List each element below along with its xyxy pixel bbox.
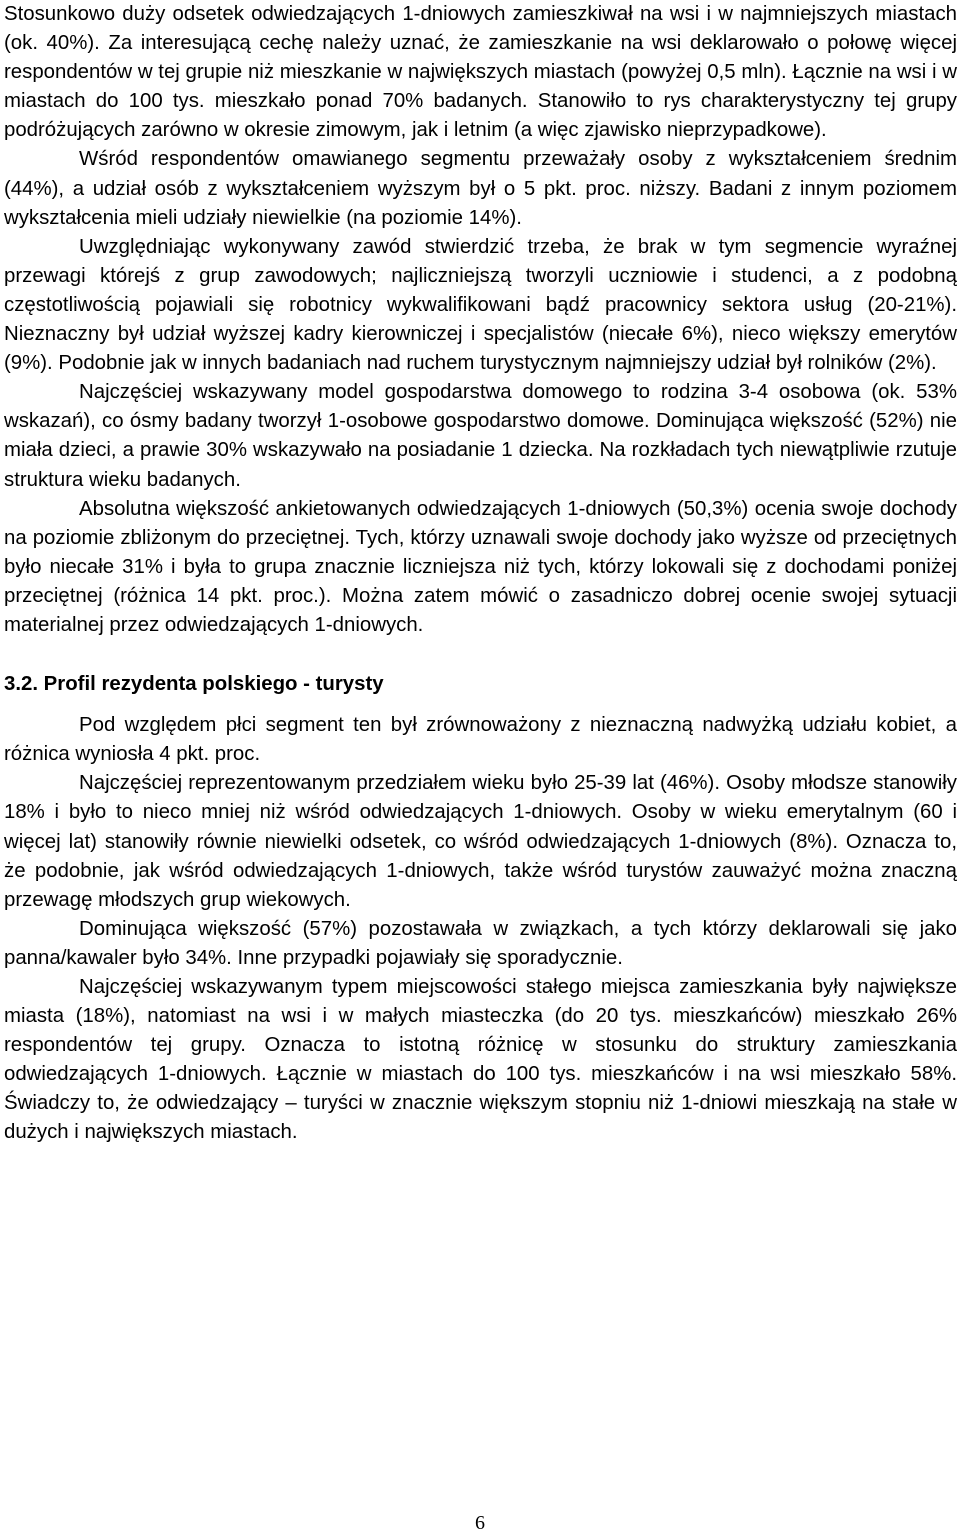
- paragraph: Pod względem płci segment ten był zrównoważony z nieznaczną nadwyżką udziału kobiet, a różnica wyniosła 4 pkt. proc.: [4, 714, 957, 766]
- paragraph: Dominująca większość (57%) pozostawała w związkach, a tych którzy deklarowali się jako panna/kawaler było 34%. Inne przypadki pojawiały się sporadycznie.: [4, 917, 957, 969]
- section-heading: 3.2. Profil rezydenta polskiego - turysty: [4, 673, 384, 696]
- page-number: 6: [475, 1512, 485, 1534]
- paragraph: Absolutna większość ankietowanych odwiedzających 1-dniowych (50,3%) ocenia swoje dochody na poziomie zbliżonym do przeciętnej. Tych, którzy uznawali swoje dochody jako wyższe od przeciętnych było niecałe 31% i była to grupa znacznie liczniejsza niż tych, którzy lokowali się z dochodami poniżej przeciętnej (różnica 14 pkt. proc.). Można zatem mówić o zasadniczo dobrej ocenie swojej sytuacji materialnej przez odwiedzających 1-dniowych.: [4, 497, 957, 636]
- paragraph: Najczęściej reprezentowanym przedziałem wieku było 25-39 lat (46%). Osoby młodsze stanowiły 18% i było to nieco mniej niż wśród odwiedzających 1-dniowych. Osoby w wieku emerytalnym (60 i więcej lat) stanowiły równie niewielki odsetek, co wśród odwiedzających 1-dniowych (8%). Oznacza to, że podobnie, jak wśród odwiedzających 1-dniowych, także wśród turystów zauważyć można znaczną przewagę młodszych grup wiekowych.: [4, 772, 957, 911]
- paragraph: Stosunkowo duży odsetek odwiedzających 1-dniowych zamieszkiwał na wsi i w najmniejszych miastach (ok. 40%). Za interesującą cechę należy uznać, że zamieszkanie na wsi deklarowało o połowę więcej respondentów w tej grupie niż mieszkanie w największych miastach (powyżej 0,5 mln). Łącznie na wsi i w miastach do 100 tys. mieszkało ponad 70% badanych. Stanowiło to rys charakterystyczny tej grupy podróżujących zarówno w okresie zimowym, jak i letnim (a więc zjawisko nieprzypadkowe).: [4, 3, 957, 142]
- paragraph: Najczęściej wskazywany model gospodarstwa domowego to rodzina 3-4 osobowa (ok. 53% wskazań), co ósmy badany tworzył 1-osobowe gospodarstwo domowe. Dominująca większość (52%) nie miała dzieci, a prawie 30% wskazywało na posiadanie 1 dziecka. Na rozkładach tych niewątpliwie rzutuje struktura wieku badanych.: [4, 381, 957, 491]
- paragraph: Wśród respondentów omawianego segmentu przeważały osoby z wykształceniem średnim (44%), a udział osób z wykształceniem wyższym był o 5 pkt. proc. niższy. Badani z innym poziomem wykształcenia mieli udziały niewielkie (na poziomie 14%).: [4, 148, 957, 229]
- paragraph: Uwzględniając wykonywany zawód stwierdzić trzeba, że brak w tym segmencie wyraźnej przewagi którejś z grup zawodowych; najliczniejszą tworzyli uczniowie i studenci, a z podobną częstotliwością pojawiali się robotnicy wykwalifikowani bądź pracownicy sektora usług (20-21%). Nieznaczny był udział wyższej kadry kierowniczej i specjalistów (niecałe 6%), nieco większy emerytów (9%). Podobnie jak w innych badaniach nad ruchem turystycznym najmniejszy udział był rolników (2%).: [4, 235, 957, 375]
- paragraph: Najczęściej wskazywanym typem miejscowości stałego miejsca zamieszkania były największe miasta (18%), natomiast na wsi i w małych miasteczka (do 20 tys. mieszkańców) mieszkało 26% respondentów tej grupy. Oznacza to istotną różnicę w stosunku do struktury zamieszkania odwiedzających 1-dniowych. Łącznie w miastach do 100 tys. mieszkańców i na wsi mieszkało 58%. Świadczy to, że odwiedzający – turyści w znacznie większym stopniu niż 1-dniowi mieszkają na stałe w dużych i największych miastach.: [4, 976, 957, 1144]
- document-page: [4, 0, 957, 1148]
